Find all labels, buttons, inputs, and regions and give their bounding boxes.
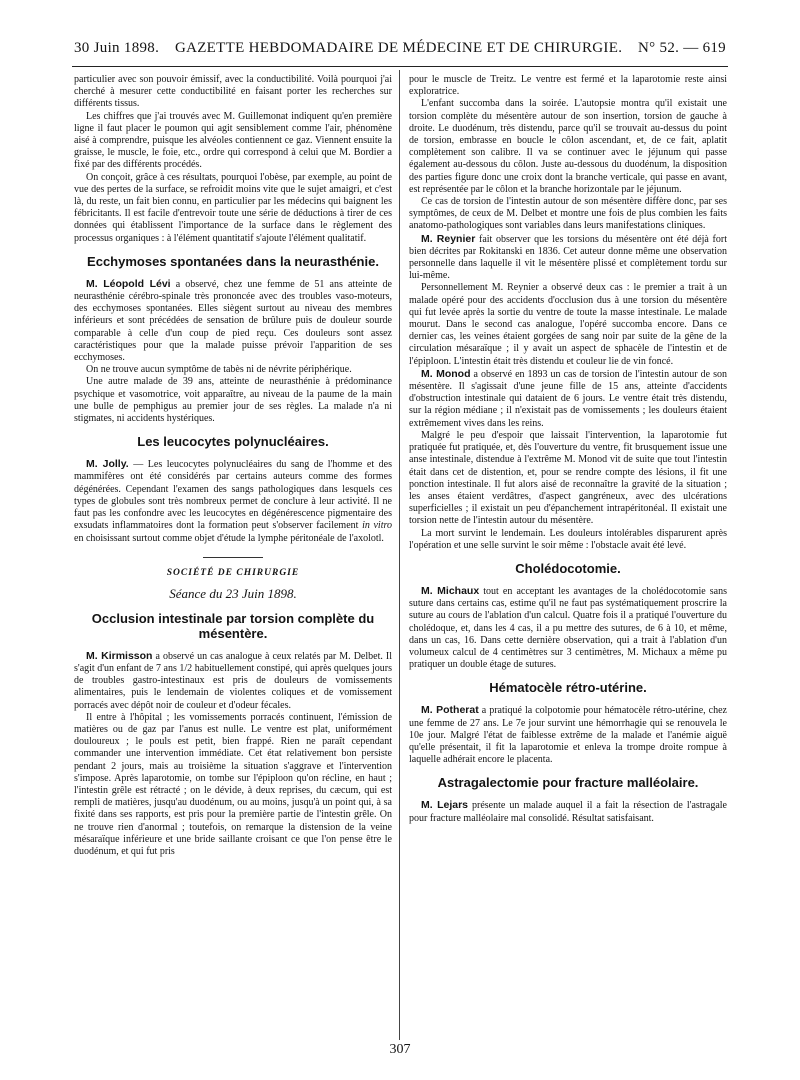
header-issue-page: N° 52. — 619 [638,40,726,56]
author-name: M. Monod [421,367,471,380]
paragraph: On ne trouve aucun symptôme de tabès ni de névrite périphérique. [86,364,352,376]
paragraph [409,704,727,766]
section-heading-hematocele: Hématocèle rétro-utérine. [489,680,647,696]
paragraph-text: — Les leucocytes polynucléaires du sang de l'homme et des mammifères ont été considérés par certains auteurs comme des formes dégénérées. Cependant l'examen des sangs pathologiques dans lesquels ces types de globules sont très nombreux permet de conclure à leur activité. Il ne faut pas les confondre avec les leucocytes en dégénérescence pigmentaire des exsudats inflammatoires dont la formation peut s'observer facilement [74,459,392,532]
section-heading-leucocytes: Les leucocytes polynucléaires. [137,434,329,450]
author-name: M. Potherat [421,704,479,717]
section-heading-occlusion: Occlusion intestinale par torsion complète du mésentère. [91,610,375,641]
paragraph: Les chiffres que j'ai trouvés avec M. Guillemonat indiquent qu'en première ligne il faut placer le poumon qui agit sensiblement comme l'air, phénomène aisé à comprendre, puisque les alvéoles contiennent ce gaz. Viennent ensuite la graisse, le muscle, le foie, etc., ordre qui correspond à celui que M. Bordier a fixé par des différents procédés. [74,110,392,171]
paragraph: L'enfant succomba dans la soirée. L'autopsie montra qu'il existait une torsion complète du mésentère autour de son insertion, torsion de gauche à droite. Le duodénum, très distendu, parce qu'il se trouvait au-dessus du point de torsion, embrasse en boucle le côlon ascendant, et, de ce fait, aplatit complètement son calibre. Il va se continuer avec le jéjunum qui passe également au-dessous du côlon. Juste au-dessous du duodénum, la disposition des parties figure donc une croix dont la branche verticale, qui passe en avant, est représentée par le côlon et la branche horizontale par le jéjunum. [409,98,727,195]
paragraph: Personnellement M. Reynier a observé deux cas : le premier a trait à un malade opéré pour des accidents d'occlusion dus à une torsion du mésentère qui fut levée après la sortie du ventre de toute la masse intestinale. Le malade mourut. Dans le second cas analogue, l'opéré succomba encore. Dans ce dernier cas, les veines étaient gorgées de sang noir par suite de la gêne de la circulation mésaraïque ; il y avait un aspect de sphacèle de l'intestin et de l'épiploon. L'intestin était très distendu et couleur lie de vin foncé. [409,282,727,367]
section-divider [203,557,263,558]
paragraph-text: a pratiqué la colpotomie pour hématocèle rétro-utérine, chez une femme de 27 ans. Le 7e jour survint une hémorrhagie qui se renouvela le 10e jour. Malgré l'état de faiblesse extrême de la malade et l'anémie aiguë qu'elle présentait, il fit la laparotomie et enleva la trompe droite rompue à laquelle adhérait encore le placenta. [409,705,727,766]
paragraph-text: a observé un cas analogue à ceux relatés par M. Delbet. Il s'agit d'un enfant de 7 ans 1/2 habituellement constipé, qui après quelques jours de troubles gastro-intestinaux est pris de douleurs de vomissements alimentaires, puis le lendemain de violentes coliques et de vomissement porracés avec dépôt noir de couleur et d'odeur fécales. [74,650,392,711]
section-heading-choledocotomie: Cholédocotomie. [515,560,621,576]
section-heading-ecchymoses: Ecchymoses spontanées dans la neurasthénie. [87,253,379,269]
header-rule [72,66,728,67]
society-title: SOCIÉTÉ DE CHIRURGIE [166,567,300,578]
session-date: Séance du 23 Juin 1898. [169,585,297,601]
paragraph: On conçoit, grâce à ces résultats, pourquoi l'obèse, par exemple, au point de vue des pertes de la surface, se refroidit moins vite que le sujet amaigri, et c'est là, du reste, un fait bien connu, en particulier par les médecins qui baignent les fébricitants. Il est facile d'entrevoir toute une série de déductions à tirer de ces données qui établissent l'importance de la surface dans le règlement des processus organiques : à l'élément quantitatif s'ajoute l'élément qualitatif. [74,171,392,244]
left-column [74,74,392,858]
italic-term: in vitro [362,520,392,532]
paragraph [74,650,392,712]
paragraph-text: a observé, chez une femme de 51 ans atteinte de neurasthénie cérébro-spinale très prononcée avec des troubles vaso-moteurs, des ecchymoses spontanées. Elles siègent surtout au niveau des membres inférieurs et sont précédées de sensation de brûlure puis de douleur sourde comparable à celle d'un coup de pied reçu. Ces douleurs sont assez caractéristiques pour que la malade puisse prévoir l'apparition de ses ecchymoses. [74,278,392,364]
paragraph [74,278,392,364]
paragraph [409,799,727,824]
column-divider [399,70,400,1040]
author-name: M. Lejars [421,799,469,812]
paragraph: Il entre à l'hôpital ; les vomissements porracés continuent, l'émission de matières ou de gaz par l'anus est nulle. Le ventre est plat, uniformément douloureux ; le pouls est petit, bien frappé. Rien ne paraît cependant commander une intervention immédiate. Cet état relativement bon persiste pendant 2 jours, mais au troisième la situation s'aggrave et l'intervention s'impose. Après laparotomie, on tombe sur l'épiploon qu'on récline, en haut ; l'intestin grêle est rétracté ; on le dévide, à deux reprises, du cæcum, qui est rempli de matières, jusqu'au duodénum, ou au moins, jusqu'à un point qui, à sa fixité dans ses rapports, est pris pour la première partie de l'intestin grêle. On ne trouve rien d'anormal ; toutefois, on remarque la distension de la veine mésaraïque inférieure et une bride saillante croisant ce que l'on pense être le duodénum, et qui fut pris [74,711,392,857]
page-folio: 307 [389,1042,411,1057]
paragraph: La mort survint le lendemain. Les douleurs intolérables disparurent après l'opération et une selle survint le soir même : l'obstacle avait été levé. [409,527,727,551]
paragraph-text: fait observer que les torsions du mésentère ont été déjà fort bien décrites par Rokitanski en 1836. Cet auteur donne même une observation personnelle dans laquelle il vit le mésentère plissé et complètement tordu sur lui-même. [409,233,727,282]
running-header [74,40,726,62]
header-date: 30 Juin 1898. [74,40,160,56]
author-name: M. Reynier [421,232,476,245]
paragraph-text: présente un malade auquel il a fait la résection de l'astragale pour fracture malléolaire mal consolidé. Résultat satisfaisant. [409,800,727,824]
author-name: M. Michaux [421,584,480,597]
paragraph [409,585,727,671]
paragraph [409,233,727,283]
right-column [409,74,727,825]
paragraph [409,368,727,430]
author-name: M. Léopold Lévi [86,277,171,290]
section-heading-astragalectomie: Astragalectomie pour fracture malléolaire. [437,775,699,791]
paragraph: particulier avec son pouvoir émissif, avec la conductibilité. Voilà pourquoi j'ai cherché à mesurer cette conductibilité en faisant porter les recherches sur différents tissus. [74,74,392,110]
paragraph: Ce cas de torsion de l'intestin autour de son mésentère diffère donc, par ses symptômes, de ceux de M. Delbet et montre une fois de plus combien les faits anatomo-pathologiques sont variables dans leurs manifestations cliniques. [409,196,727,232]
author-name: M. Jolly. [86,458,129,471]
paragraph-text: tout en acceptant les avantages de la cholédocotomie sans suture dans certains cas, estime qu'il ne faut pas systématiquement proscrire la suture au cours de l'ablation d'un calcul. Quatre fois il a pratiqué l'ouverture du cholédoque, et, dans les 4 cas, il a pu mettre des sutures, de 6 à 10, et même, dans un cas, 16. Dans cette dernière observation, qui a trait à l'ablation d'un volumeux calcul de 4 centimètres sur 3 centimètres, M. Michaux a même pu pratiquer un double étage de sutures. [409,585,727,671]
paragraph: Une autre malade de 39 ans, atteinte de neurasthénie à prédominance psychique et vasomotrice, voit apparaître, au niveau de la paume de la main une bulle de pemphigus au premier jour de ses règles. La malade n'a ni stigmates, ni accidents hystériques. [74,376,392,425]
paragraph-text: en choisissant surtout comme objet d'étude la lymphe péritonéale de l'axolotl. [74,532,384,544]
header-journal-title: GAZETTE HEBDOMADAIRE DE MÉDECINE ET DE CHIRURGIE. [174,40,623,56]
paragraph [74,458,392,544]
paragraph-text: a observé en 1893 un cas de torsion de l'intestin autour de son mésentère. Il s'agissait d'une jeune fille de 15 ans, atteinte d'accidents d'obstruction intestinale qui dataient de 6 jours. Le ventre était très distendu, sur la région médiane ; il n'existait pas de vomissements ; les douleurs étaient extrêmement vives dans les reins. [409,368,727,429]
paragraph: Malgré le peu d'espoir que laissait l'intervention, la laparotomie fut pratiquée fut pratiquée, et, dès l'ouverture du ventre, fit brusquement issue une anse intestinale, distendue à l'extrême M. Monod vit de suite que tout l'intestin était dans cet de distention, et, pour se rendre compte des lésions, il fit une ponction intestinale. Il fut alors aisé de reconnaître la gravité de la situation ; les anses étaient verdâtres, d'aspect gangréneux, avec des ulcérations superficielles ; il existait un peu d'épanchement intrapéritonéal. Il existait une torsion nette de l'intestin autour du mésentère. [409,429,727,527]
author-name: M. Kirmisson [86,649,153,662]
paragraph: pour le muscle de Treitz. Le ventre est fermé et la laparotomie reste ainsi exploratrice. [409,74,727,98]
